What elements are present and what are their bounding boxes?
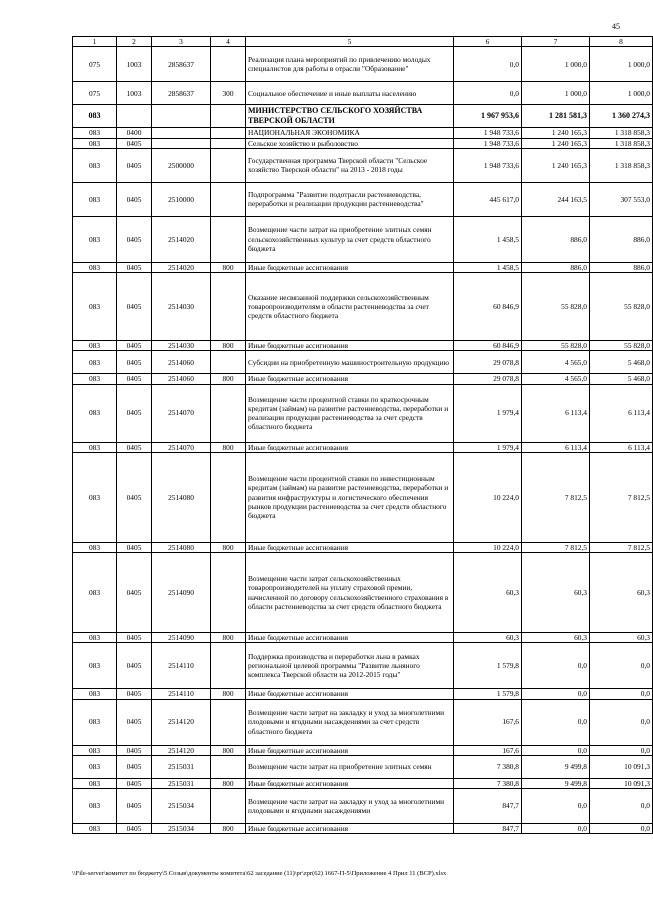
amount-2015: 886,0 [522, 262, 590, 272]
column-number: 4 [211, 37, 246, 47]
target-article-code: 2515031 [152, 755, 211, 778]
item-name: Иные бюджетные ассигнования [246, 262, 454, 272]
amount-2015: 4 565,0 [522, 351, 590, 374]
amount-2015: 55 828,0 [522, 341, 590, 351]
amount-2014: 10 224,0 [454, 542, 522, 552]
target-article-code: 2510000 [152, 182, 211, 216]
amount-2015: 55 828,0 [522, 273, 590, 341]
admin-code: 083 [73, 824, 117, 834]
admin-code: 083 [73, 384, 117, 442]
expense-type-code [211, 643, 246, 689]
amount-2015: 1 240 165,3 [522, 148, 590, 182]
footer-file-path: \\File-server\комитет по бюджету\5 Созыв\документы комитета\62 заседание (11)\pr\zpr(62) 1667-П-5\Приложение 4 Прил 11 (ВСР).xlsx [72, 870, 447, 877]
admin-code: 083 [73, 789, 117, 824]
amount-2016: 1 318 858,3 [590, 128, 653, 138]
admin-code: 083 [73, 755, 117, 778]
amount-2016: 0,0 [590, 643, 653, 689]
section-code: 0405 [117, 699, 152, 745]
amount-2016: 6 113,4 [590, 442, 653, 452]
item-name: Иные бюджетные ассигнования [246, 542, 454, 552]
target-article-code: 2514080 [152, 452, 211, 542]
section-code: 0405 [117, 182, 152, 216]
section-code: 1003 [117, 82, 152, 105]
table-row [73, 47, 653, 82]
admin-code: 083 [73, 778, 117, 788]
amount-2014: 1 458,5 [454, 262, 522, 272]
admin-code: 083 [73, 689, 117, 699]
amount-2016: 60,3 [590, 553, 653, 633]
amount-2016: 1 000,0 [590, 47, 653, 82]
section-code [117, 105, 152, 128]
amount-2016: 55 828,0 [590, 273, 653, 341]
target-article-code: 2514120 [152, 745, 211, 755]
admin-code: 083 [73, 128, 117, 138]
table-row [73, 216, 653, 262]
amount-2014: 7 380,8 [454, 755, 522, 778]
target-article-code: 2514110 [152, 643, 211, 689]
table-row [73, 755, 653, 778]
item-name: Оказание несвязанной поддержки сельскохозяйственным товаропроизводителям в области растениеводства за счет средств областного бюджета [246, 273, 454, 341]
amount-2015: 7 812,5 [522, 452, 590, 542]
table-row [73, 374, 653, 384]
item-name: Сельское хозяйство и рыболовство [246, 138, 454, 148]
amount-2016: 886,0 [590, 216, 653, 262]
expense-type-code: 800 [211, 778, 246, 788]
target-article-code [152, 138, 211, 148]
item-name: Иные бюджетные ассигнования [246, 633, 454, 643]
table-row [73, 553, 653, 633]
section-code: 0405 [117, 262, 152, 272]
table-row [73, 745, 653, 755]
expense-type-code: 800 [211, 689, 246, 699]
amount-2016: 55 828,0 [590, 341, 653, 351]
table-row [73, 182, 653, 216]
admin-code: 083 [73, 699, 117, 745]
amount-2015: 0,0 [522, 689, 590, 699]
amount-2015: 0,0 [522, 789, 590, 824]
page-number: 45 [612, 22, 620, 31]
admin-code: 083 [73, 262, 117, 272]
section-code: 0405 [117, 643, 152, 689]
target-article-code: 2514090 [152, 633, 211, 643]
item-name: Иные бюджетные ассигнования [246, 824, 454, 834]
target-article-code: 2515034 [152, 824, 211, 834]
item-name: Иные бюджетные ассигнования [246, 374, 454, 384]
table-row [73, 689, 653, 699]
table-row [73, 778, 653, 788]
amount-2014: 167,6 [454, 699, 522, 745]
table-row [73, 351, 653, 374]
expense-type-code [211, 273, 246, 341]
expense-type-code: 800 [211, 374, 246, 384]
amount-2014: 1 948 733,6 [454, 138, 522, 148]
section-code: 0405 [117, 341, 152, 351]
item-name: Иные бюджетные ассигнования [246, 341, 454, 351]
section-code: 0405 [117, 148, 152, 182]
admin-code: 083 [73, 374, 117, 384]
expense-type-code [211, 699, 246, 745]
amount-2014: 7 380,8 [454, 778, 522, 788]
column-number: 8 [590, 37, 653, 47]
admin-code: 083 [73, 643, 117, 689]
amount-2016: 1 000,0 [590, 82, 653, 105]
budget-table [72, 36, 653, 834]
expense-type-code [211, 182, 246, 216]
amount-2016: 0,0 [590, 699, 653, 745]
target-article-code: 2514020 [152, 216, 211, 262]
column-number: 7 [522, 37, 590, 47]
admin-code: 083 [73, 216, 117, 262]
amount-2014: 1 948 733,6 [454, 128, 522, 138]
expense-type-code: 800 [211, 542, 246, 552]
amount-2015: 4 565,0 [522, 374, 590, 384]
table-row [73, 138, 653, 148]
amount-2014: 60 846,9 [454, 341, 522, 351]
expense-type-code [211, 755, 246, 778]
amount-2014: 60,3 [454, 553, 522, 633]
section-code: 0405 [117, 442, 152, 452]
target-article-code: 2514080 [152, 542, 211, 552]
expense-type-code: 800 [211, 633, 246, 643]
amount-2016: 886,0 [590, 262, 653, 272]
amount-2014: 445 617,0 [454, 182, 522, 216]
amount-2014: 1 948 733,6 [454, 148, 522, 182]
target-article-code: 2514030 [152, 273, 211, 341]
amount-2014: 1 458,5 [454, 216, 522, 262]
item-name: Возмещение части затрат на закладку и уход за многолетними плодовыми и ягодными насаждениями за счет средств областного бюджета [246, 699, 454, 745]
admin-code: 083 [73, 138, 117, 148]
table-row [73, 82, 653, 105]
table-row [73, 542, 653, 552]
section-code: 0400 [117, 128, 152, 138]
item-name: Иные бюджетные ассигнования [246, 442, 454, 452]
amount-2014: 60,3 [454, 633, 522, 643]
amount-2016: 0,0 [590, 789, 653, 824]
amount-2016: 1 318 858,3 [590, 138, 653, 148]
expense-type-code: 800 [211, 745, 246, 755]
admin-code: 083 [73, 542, 117, 552]
item-name: Социальное обеспечение и иные выплаты населению [246, 82, 454, 105]
table-row [73, 273, 653, 341]
amount-2015: 9 499,8 [522, 755, 590, 778]
target-article-code [152, 105, 211, 128]
expense-type-code [211, 47, 246, 82]
section-code: 0405 [117, 789, 152, 824]
table-body [73, 37, 653, 834]
amount-2015: 886,0 [522, 216, 590, 262]
amount-2015: 60,3 [522, 553, 590, 633]
amount-2016: 7 812,5 [590, 452, 653, 542]
section-code: 0405 [117, 755, 152, 778]
table-row [73, 824, 653, 834]
expense-type-code [211, 148, 246, 182]
amount-2015: 60,3 [522, 633, 590, 643]
table-row [73, 699, 653, 745]
table-row [73, 262, 653, 272]
amount-2016: 5 468,0 [590, 374, 653, 384]
column-number: 3 [152, 37, 211, 47]
amount-2015: 6 113,4 [522, 384, 590, 442]
section-code: 0405 [117, 452, 152, 542]
amount-2014: 0,0 [454, 47, 522, 82]
expense-type-code [211, 216, 246, 262]
amount-2016: 6 113,4 [590, 384, 653, 442]
item-name: Возмещение части затрат на приобретение элитных семян сельскохозяйственных культур за счет средств областного бюджета [246, 216, 454, 262]
item-name: Возмещение части затрат на приобретение элитных семян [246, 755, 454, 778]
item-name: Возмещение части затрат сельскохозяйственных товаропроизводителей на уплату страховой премии, начисленной по договору сельскохозяйственного страхования в области растениеводства за счет средств областного бюджета [246, 553, 454, 633]
target-article-code: 2514120 [152, 699, 211, 745]
section-code: 1003 [117, 47, 152, 82]
target-article-code: 2858637 [152, 82, 211, 105]
target-article-code: 2514030 [152, 341, 211, 351]
admin-code: 083 [73, 442, 117, 452]
admin-code: 083 [73, 452, 117, 542]
amount-2016: 10 091,3 [590, 778, 653, 788]
amount-2014: 1 979,4 [454, 384, 522, 442]
expense-type-code: 800 [211, 442, 246, 452]
amount-2014: 1 579,8 [454, 689, 522, 699]
expense-type-code [211, 789, 246, 824]
admin-code: 083 [73, 273, 117, 341]
target-article-code: 2514070 [152, 442, 211, 452]
item-name: Возмещение части процентной ставки по инвестиционным кредитам (займам) на развитие растениеводства, переработки и развития инфраструктуры и логистического обеспечения рынков продукции растениеводства за счет средств областного бюджета [246, 452, 454, 542]
column-number-row [73, 37, 653, 47]
amount-2014: 1 967 953,6 [454, 105, 522, 128]
item-name: Подпрограмма "Развитие подотрасли растениеводства, переработки и реализации продукции растениеводства" [246, 182, 454, 216]
section-code: 0405 [117, 824, 152, 834]
amount-2015: 1 240 165,3 [522, 128, 590, 138]
item-name: Государственная программа Тверской области "Сельское хозяйство Тверской области" на 2013 - 2018 годы [246, 148, 454, 182]
table-row [73, 105, 653, 128]
amount-2016: 0,0 [590, 745, 653, 755]
expense-type-code [211, 452, 246, 542]
target-article-code: 2514070 [152, 384, 211, 442]
target-article-code: 2514110 [152, 689, 211, 699]
amount-2015: 1 000,0 [522, 82, 590, 105]
admin-code: 083 [73, 553, 117, 633]
amount-2016: 5 468,0 [590, 351, 653, 374]
table-row [73, 341, 653, 351]
item-name: Возмещение части процентной ставки по краткосрочным кредитам (займам) на развитие растениеводства, переработки и реализации продукции растениеводства за счет средств областного бюджета [246, 384, 454, 442]
section-code: 0405 [117, 138, 152, 148]
target-article-code: 2515034 [152, 789, 211, 824]
expense-type-code: 800 [211, 824, 246, 834]
amount-2016: 60,3 [590, 633, 653, 643]
item-name: Субсидии на приобретенную машиностроительную продукцию [246, 351, 454, 374]
section-code: 0405 [117, 351, 152, 374]
item-name: Реализация плана мероприятий по привлечению молодых специалистов для работы в отрасли "Образование" [246, 47, 454, 82]
amount-2015: 0,0 [522, 643, 590, 689]
item-name: Иные бюджетные ассигнования [246, 689, 454, 699]
expense-type-code: 300 [211, 82, 246, 105]
amount-2014: 29 078,8 [454, 351, 522, 374]
expense-type-code [211, 553, 246, 633]
table-row [73, 633, 653, 643]
section-code: 0405 [117, 216, 152, 262]
admin-code: 083 [73, 105, 117, 128]
section-code: 0405 [117, 689, 152, 699]
admin-code: 075 [73, 47, 117, 82]
item-name: Иные бюджетные ассигнования [246, 745, 454, 755]
amount-2014: 0,0 [454, 82, 522, 105]
amount-2016: 1 318 858,3 [590, 148, 653, 182]
amount-2015: 7 812,5 [522, 542, 590, 552]
amount-2014: 60 846,9 [454, 273, 522, 341]
amount-2015: 6 113,4 [522, 442, 590, 452]
amount-2016: 7 812,5 [590, 542, 653, 552]
expense-type-code [211, 384, 246, 442]
admin-code: 083 [73, 182, 117, 216]
expense-type-code: 800 [211, 262, 246, 272]
admin-code: 083 [73, 341, 117, 351]
section-code: 0405 [117, 542, 152, 552]
amount-2016: 0,0 [590, 689, 653, 699]
expense-type-code [211, 138, 246, 148]
section-code: 0405 [117, 745, 152, 755]
admin-code: 083 [73, 351, 117, 374]
section-code: 0405 [117, 273, 152, 341]
admin-code: 075 [73, 82, 117, 105]
amount-2015: 9 499,8 [522, 778, 590, 788]
section-code: 0405 [117, 374, 152, 384]
amount-2016: 10 091,3 [590, 755, 653, 778]
section-code: 0405 [117, 633, 152, 643]
target-article-code: 2514060 [152, 351, 211, 374]
target-article-code: 2514060 [152, 374, 211, 384]
expense-type-code [211, 351, 246, 374]
table-row [73, 384, 653, 442]
target-article-code: 2515031 [152, 778, 211, 788]
amount-2015: 0,0 [522, 824, 590, 834]
item-name: НАЦИОНАЛЬНАЯ ЭКОНОМИКА [246, 128, 454, 138]
amount-2014: 10 224,0 [454, 452, 522, 542]
table-row [73, 442, 653, 452]
target-article-code: 2500000 [152, 148, 211, 182]
amount-2015: 0,0 [522, 699, 590, 745]
target-article-code [152, 128, 211, 138]
admin-code: 083 [73, 633, 117, 643]
amount-2015: 244 163,5 [522, 182, 590, 216]
admin-code: 083 [73, 148, 117, 182]
amount-2016: 307 553,0 [590, 182, 653, 216]
column-number: 1 [73, 37, 117, 47]
item-name: Возмещение части затрат на закладку и уход за многолетними плодовыми и ягодными насаждениями [246, 789, 454, 824]
section-code: 0405 [117, 384, 152, 442]
table-row [73, 148, 653, 182]
expense-type-code [211, 128, 246, 138]
amount-2014: 29 078,8 [454, 374, 522, 384]
amount-2014: 847,7 [454, 824, 522, 834]
item-name: Иные бюджетные ассигнования [246, 778, 454, 788]
target-article-code: 2514090 [152, 553, 211, 633]
column-number: 2 [117, 37, 152, 47]
table-row [73, 789, 653, 824]
target-article-code: 2858637 [152, 47, 211, 82]
item-name: Поддержка производства и переработки льна в рамках региональной целевой программы "Развитие льняного комплекса Тверской области на 2012-2015 годы" [246, 643, 454, 689]
amount-2014: 1 979,4 [454, 442, 522, 452]
amount-2015: 1 000,0 [522, 47, 590, 82]
amount-2014: 847,7 [454, 789, 522, 824]
target-article-code: 2514020 [152, 262, 211, 272]
expense-type-code [211, 105, 246, 128]
column-number: 6 [454, 37, 522, 47]
section-code: 0405 [117, 553, 152, 633]
amount-2015: 1 240 165,3 [522, 138, 590, 148]
table-row [73, 128, 653, 138]
section-code: 0405 [117, 778, 152, 788]
amount-2014: 1 579,8 [454, 643, 522, 689]
amount-2015: 1 281 581,3 [522, 105, 590, 128]
amount-2014: 167,6 [454, 745, 522, 755]
amount-2016: 0,0 [590, 824, 653, 834]
table-row [73, 643, 653, 689]
admin-code: 083 [73, 745, 117, 755]
column-number: 5 [246, 37, 454, 47]
item-name: МИНИСТЕРСТВО СЕЛЬСКОГО ХОЗЯЙСТВА ТВЕРСКОЙ ОБЛАСТИ [246, 105, 454, 128]
amount-2015: 0,0 [522, 745, 590, 755]
amount-2016: 1 360 274,3 [590, 105, 653, 128]
expense-type-code: 800 [211, 341, 246, 351]
table-row [73, 452, 653, 542]
